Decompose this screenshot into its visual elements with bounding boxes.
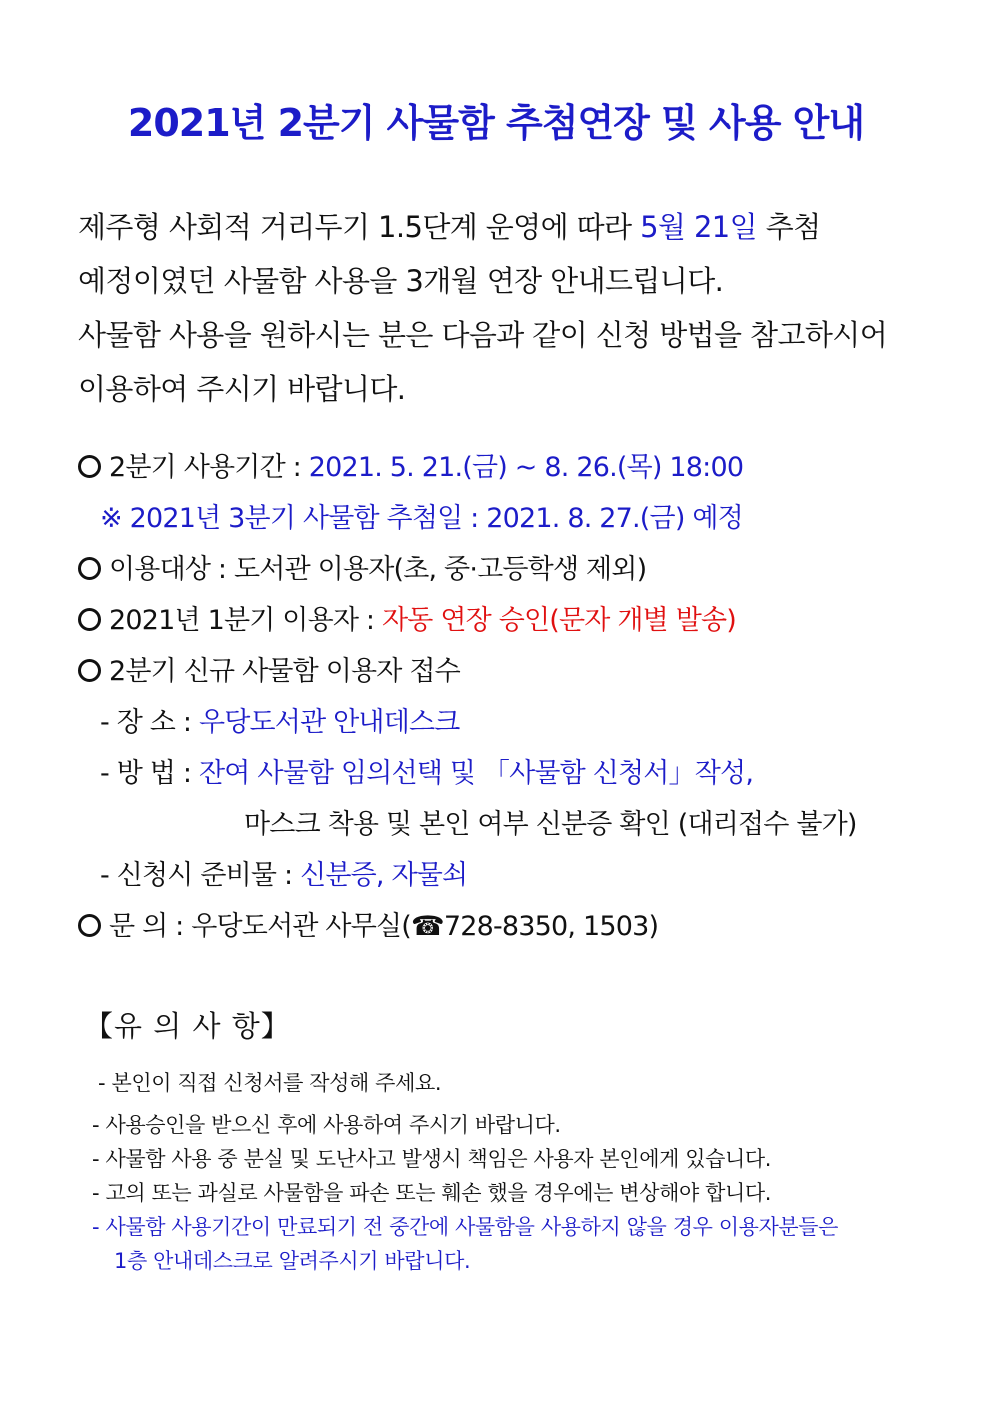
circle-bullet-icon xyxy=(78,455,101,478)
place-row xyxy=(78,697,948,748)
prep-value: 신분증, 자물쇠 xyxy=(300,860,468,891)
new-users-row xyxy=(78,646,948,697)
q1-users-value: 자동 연장 승인(문자 개별 발송) xyxy=(382,605,736,636)
notes-heading: 【유 의 사 항】 xyxy=(84,1009,291,1043)
contact-value: 우당도서관 사무실(☎728-8350, 1503) xyxy=(191,911,659,942)
new-users-label: 2분기 신규 사물함 이용자 접수 xyxy=(109,656,460,687)
method-value: 잔여 사물함 임의선택 및 「사물함 신청서」작성, xyxy=(198,758,754,789)
circle-bullet-icon xyxy=(78,914,101,937)
intro-line-1 xyxy=(78,200,928,254)
place-value: 우당도서관 안내데스크 xyxy=(198,707,460,738)
intro-text: 추첨 xyxy=(757,210,821,244)
target-row xyxy=(78,544,948,595)
intro-line-3: 사물함 사용을 원하시는 분은 다음과 같이 신청 방법을 참고하시어 xyxy=(78,318,888,352)
intro-text: 제주형 사회적 거리두기 1.5단계 운영에 따라 xyxy=(78,210,641,244)
draw-date-highlight: 5월 21일 xyxy=(640,210,758,244)
target-label: 이용대상 : xyxy=(109,554,234,585)
q1-users-row xyxy=(78,595,948,646)
method-row xyxy=(78,748,948,799)
notes-list xyxy=(92,1066,942,1278)
intro-line-4: 이용하여 주시기 바랍니다. xyxy=(78,372,406,406)
contact-label: 문 의 : xyxy=(109,911,192,942)
circle-bullet-icon xyxy=(78,659,101,682)
prep-row xyxy=(78,850,948,901)
place-label: - 장 소 : xyxy=(100,707,199,738)
q1-users-label: 2021년 1분기 이용자 : xyxy=(109,605,383,636)
usage-period-label: 2분기 사용기간 : xyxy=(109,452,309,483)
method-label: - 방 법 : xyxy=(100,758,199,789)
intro-line-2: 예정이였던 사물함 사용을 3개월 연장 안내드립니다. xyxy=(78,264,724,298)
usage-period-row xyxy=(78,442,948,493)
usage-period-value: 2021. 5. 21.(금) ~ 8. 26.(목) 18:00 xyxy=(308,452,744,483)
note-item: - 사물함 사용 중 분실 및 도난사고 발생시 책임은 사용자 본인에게 있습니다. xyxy=(92,1147,772,1171)
note-item: - 사용승인을 받으신 후에 사용하여 주시기 바랍니다. xyxy=(92,1113,561,1137)
note-item-highlight-cont: 1층 안내데스크로 알려주시기 바랍니다. xyxy=(114,1249,471,1273)
document-title: 2021년 2분기 사물함 추첨연장 및 사용 안내 xyxy=(127,101,865,145)
circle-bullet-icon xyxy=(78,608,101,631)
prep-label: - 신청시 준비물 : xyxy=(100,860,301,891)
q3-draw-note: ※ 2021년 3분기 사물함 추첨일 : 2021. 8. 27.(금) 예정 xyxy=(100,503,743,534)
note-item: - 본인이 직접 신청서를 작성해 주세요. xyxy=(98,1071,442,1095)
target-value: 도서관 이용자(초, 중·고등학생 제외) xyxy=(234,554,647,585)
method-continuation: 마스크 착용 및 본인 여부 신분증 확인 (대리접수 불가) xyxy=(244,809,857,840)
contact-row xyxy=(78,901,948,952)
note-item: - 고의 또는 과실로 사물함을 파손 또는 훼손 했을 경우에는 변상해야 합니다. xyxy=(92,1181,772,1205)
circle-bullet-icon xyxy=(78,557,101,580)
note-item-highlight: - 사물함 사용기간이 만료되기 전 중간에 사물함을 사용하지 않을 경우 이용자분들은 xyxy=(92,1215,839,1239)
intro-paragraph xyxy=(78,200,928,416)
info-list xyxy=(78,442,948,952)
